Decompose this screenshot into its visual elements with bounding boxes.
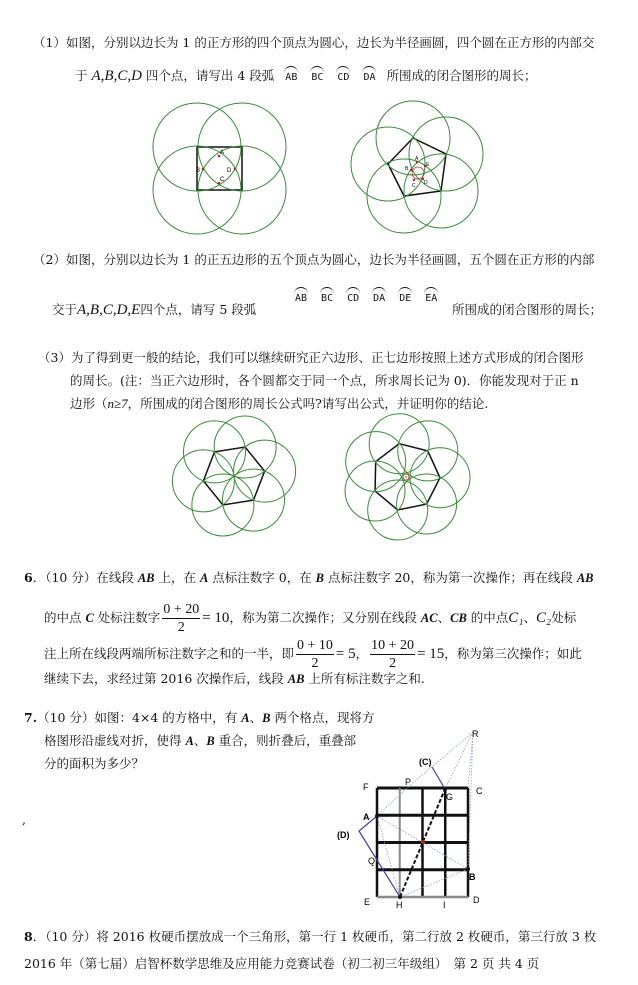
midpoint [421, 840, 425, 844]
label-d-paren: (D) [337, 830, 350, 840]
label-e: E [364, 897, 371, 907]
point [410, 169, 412, 171]
fold-line [432, 767, 445, 789]
fold-line [359, 816, 400, 897]
point-label: A [220, 150, 225, 156]
grid-point [466, 867, 470, 871]
label-g: G [446, 792, 454, 802]
grid-point [375, 814, 379, 818]
arc-label: CD [337, 66, 349, 86]
polygon [375, 444, 440, 510]
q6-line1: 6．（10 分）在线段 AB 上，在 A 点标注数字 0，在 B 点标注数字 20，称为第一次操作；再在线段 AB [24, 570, 594, 585]
points-label: A,B,C,D,E [77, 302, 141, 318]
question-number: 6 [24, 570, 33, 585]
label-c-paren: (C) [419, 757, 432, 767]
q7-line2: 格图形沿虚线对折，使得 A、B 重合，则折叠后，重叠部 [44, 733, 357, 748]
text: 交于 [52, 302, 78, 317]
q8-line1: 8．（10 分）将 2016 枚硬币摆放成一个三角形，第一行 1 枚硬币，第二行放 2 枚硬币，第三行放 3 枚 [24, 929, 597, 944]
question-number: 7. [24, 710, 38, 725]
fraction: $\frac{0 + 20}{2}$ [163, 602, 200, 635]
figure-heptagon-circles [345, 414, 470, 540]
point-label: A [415, 156, 419, 162]
point-label: C [412, 183, 416, 189]
label-p: P [405, 777, 412, 787]
q5-part3-line2: 的周长。(注：当正六边形时，各个圆都交于同一个点，所求周长记为 0)．你能发现对于正 n [70, 373, 579, 388]
q7-line3: 分的面积为多少？ [44, 756, 145, 771]
arc-label: DE [399, 287, 411, 307]
figure-square-circles [153, 103, 286, 234]
point-label: B [196, 168, 201, 174]
label-d: D [473, 895, 480, 905]
q5-part2-line2 [52, 302, 256, 318]
label-r: R [472, 729, 479, 739]
figure-grid-fold [337, 729, 483, 910]
arc-label: DA [363, 66, 375, 86]
q5-part1-line1: （1）如图，分别以边长为 1 的正方形的四个顶点为圆心，边长为半径画圆，四个圆在正方形的内部交 [33, 35, 595, 50]
q6-line3: 注上所在线段两端所标注数字之和的一半，即 $\frac{0 + 10}{2}$ = 5， $\frac{10 + 20}{2}$ = 15，称为第三次操作；如此 [44, 638, 582, 671]
points-label: A,B,C,D [91, 68, 142, 84]
label-b: B [469, 872, 476, 882]
arc-label: BC [321, 287, 333, 307]
center-point [233, 475, 236, 478]
dotted-line [377, 788, 407, 816]
arc-label: AB [285, 66, 297, 86]
q5-part3-line1: （3）为了得到更一般的结论，我们可以继续研究正六边形、正七边形按照上述方式形成的闭合图形 [38, 350, 584, 365]
point-label: D [227, 168, 232, 174]
q7-line1: 7.（10 分）如图：4×4 的方格中，有 A、B 两个格点，现将方 [24, 710, 375, 725]
text: 四个点，请写 5 段弧 [140, 302, 257, 317]
label-a: A [363, 812, 370, 822]
label-i: I [443, 900, 446, 910]
text: 边形（ [70, 396, 108, 411]
label-h: H [396, 900, 403, 910]
grid-point [398, 895, 402, 899]
dotted-line [377, 816, 400, 897]
stray-mark: , [22, 812, 26, 827]
text: 于 [75, 68, 88, 83]
q5-part2-line1: （2）如图，分别以边长为 1 的正五边形的五个顶点为圆心，边长为半径画圆，五个圆在正方形的内部 [33, 252, 595, 267]
label-c: C [476, 786, 483, 796]
center-point [405, 476, 407, 478]
figure-pentagon-circles [351, 101, 483, 233]
grid-point [443, 787, 447, 791]
point-label: C [220, 177, 225, 183]
point-label: D [424, 180, 428, 186]
q5-part3-line3 [70, 396, 488, 412]
text: 所围成的闭合图形的周长； [386, 68, 537, 83]
label-f: F [363, 782, 369, 792]
fraction: $\frac{0 + 10}{2}$ [297, 638, 333, 671]
text: 四个点，请写出 4 段弧 [145, 68, 275, 83]
page-footer: 2016 年（第七届）启智杯数学思维及应用能力竞赛试卷（初二初三年级组） 第 2 页 共 4 页 [24, 956, 540, 971]
point [234, 168, 237, 171]
q6-line4: 继续下去，求经过第 2016 次操作后，线段 AB 上所有标注数字之和. [44, 671, 425, 686]
arc-label: EA [425, 287, 437, 307]
point [202, 168, 205, 171]
condition: n≥7 [107, 396, 128, 411]
point [413, 179, 415, 181]
point-label: B [405, 166, 409, 172]
q5-part2-suffix: 所围成的闭合图形的周长； [452, 302, 603, 317]
q6-line2: 的中点 C 处标注数字 $\frac{0 + 20}{2}$ = 10，称为第二次操作；又分别在线段 AC、CB 的中点C₁、C₂处标 [44, 602, 577, 635]
arc-label: CD [347, 287, 359, 307]
label-q: Q [368, 856, 376, 866]
arc-label: DA [373, 287, 385, 307]
point-label: E [426, 162, 430, 168]
figure-hexagon-circles [172, 416, 295, 536]
q5-part2-arcs [288, 287, 444, 307]
text: ，所围成的闭合图形的周长公式吗?请写出公式，并证明你的结论. [127, 396, 489, 411]
arc-label: AB [295, 287, 307, 307]
question-number: 8 [24, 929, 33, 944]
arc-label: BC [311, 66, 323, 86]
fraction: $\frac{10 + 20}{2}$ [371, 638, 415, 671]
